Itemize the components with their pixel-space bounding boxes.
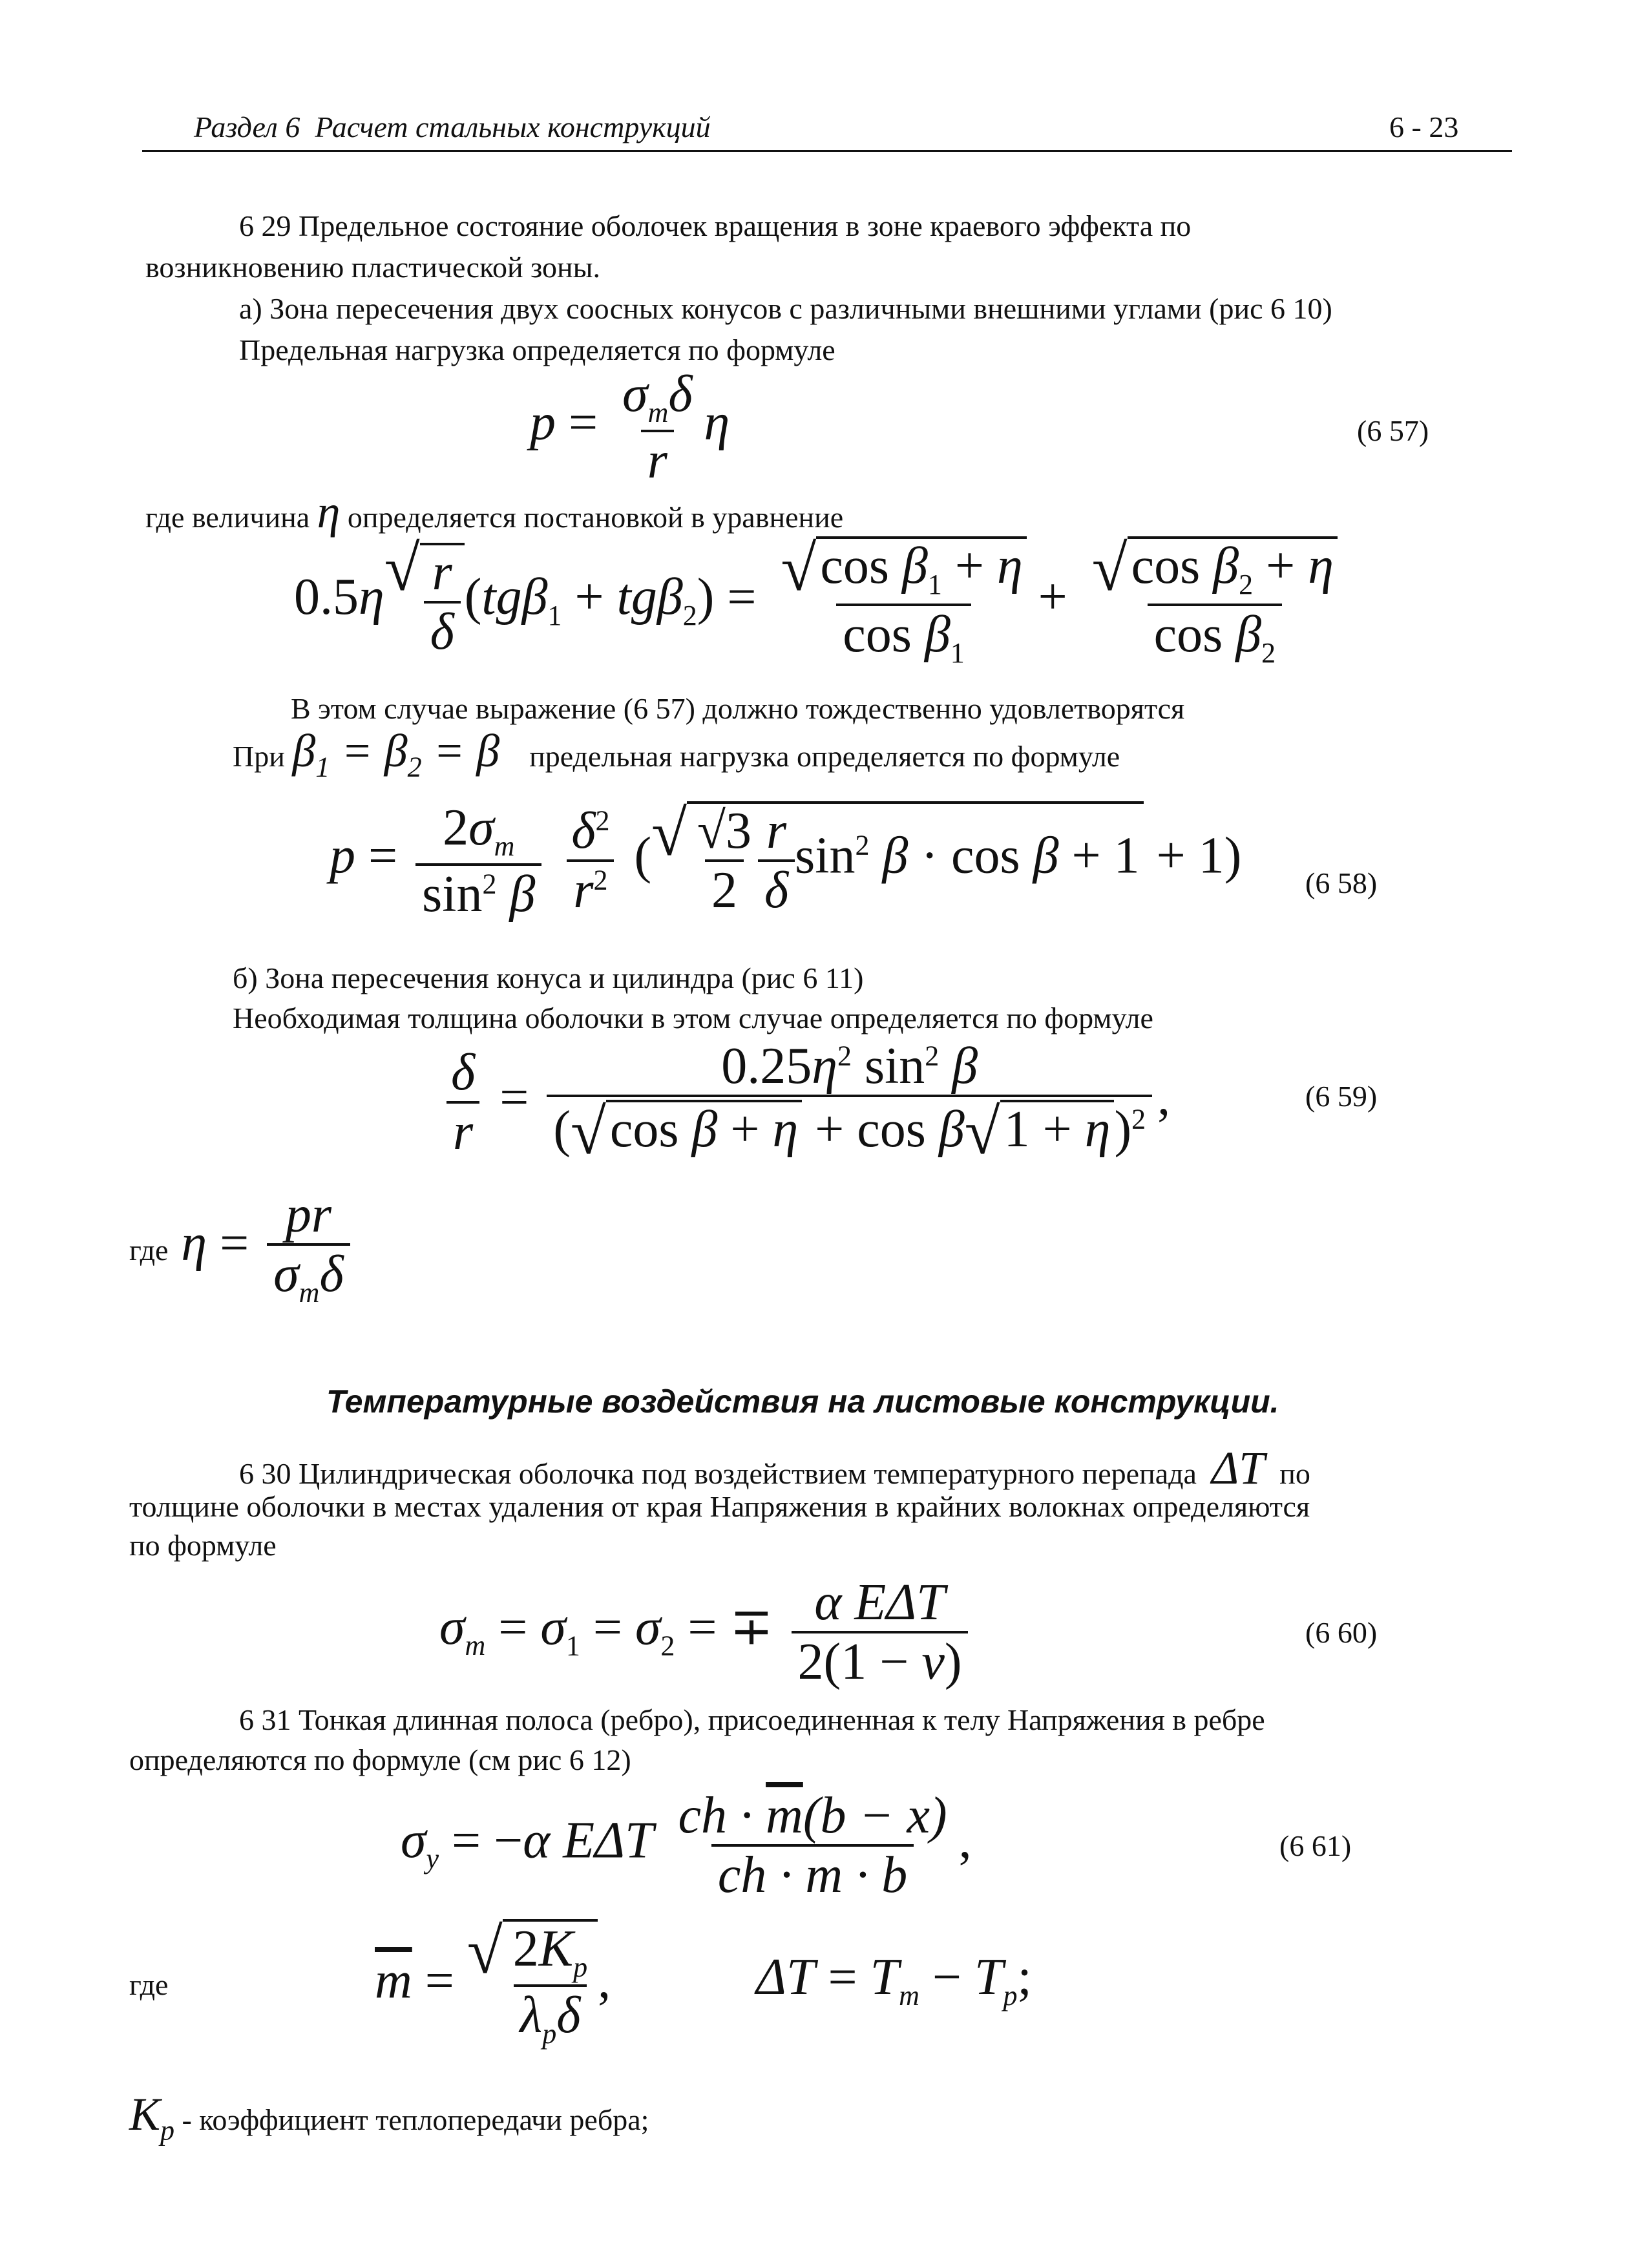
equation-m-bar: $\overline{m}$ = √ $\frac{2K_p}{\lambda_p\delta}$ , [375, 1915, 611, 2050]
when-line [233, 725, 1120, 788]
equation-number: (6 60) [1305, 1616, 1378, 1649]
para-631-line2: определяются по формуле (см рис 6 12) [129, 1743, 631, 1776]
para-630-line2: толщине оболочки в местах удаления от края Напряжения в крайних волокнах определяются [129, 1490, 1310, 1523]
equation-delta-t: $\Delta T = T_т - T_p$; [756, 1949, 1032, 2011]
when-pre: При [233, 740, 285, 773]
formula-intro: Предельная нагрузка определяется по формуле [239, 333, 835, 366]
equation-number: (6 61) [1279, 1829, 1352, 1862]
thickness-intro: Необходимая толщина оболочки в этом случае определяется по формуле [233, 1002, 1153, 1034]
equation-6-57: p = $\frac{\sigma_т\delta}{r}$ η [530, 366, 730, 489]
para-630-tail: по [1279, 1457, 1310, 1490]
section-heading: Температурные воздействия на листовые конструкции. [326, 1383, 1279, 1420]
delta-t-symbol: ΔT [1211, 1442, 1265, 1494]
equation-number: (6 57) [1357, 414, 1429, 447]
section-title: Расчет стальных конструкций [315, 110, 711, 143]
eta-symbol: η [317, 486, 341, 538]
equation-6-59: $\frac{\delta}{r}$ = $\frac{0.25\eta^2 \sin^2 \beta}{(√\cos \beta + \eta + \cos \beta√1 + \eta)^2}$ , [439, 1040, 1170, 1164]
para-629-line2: возникновению пластической зоны. [145, 251, 601, 284]
header-rule [142, 150, 1512, 152]
equation-eta: 0.5η√ $\frac{r}{\delta}$ (tgβ$_1$ + tgβ$_2$) = $\frac{√\cos \beta_1 + \eta}{\cos \beta_1}$ + $\frac{√\cos \beta_2 + \eta}{\cos \beta_2}$ [294, 536, 1349, 667]
where-eta-line [145, 486, 844, 538]
equation-number: (6 59) [1305, 1080, 1378, 1113]
equation-6-58: p = $\frac{2\sigma_т}{\sin^2 \beta}$ $\frac{\delta^2}{r^2}$ (√ $\frac{√3}{2}$ $\frac{r}{\delta}$ $\sin^2 \beta \cdot \cos \beta + 1 + 1$) [330, 797, 1242, 923]
para-629-line1: 6 29 Предельное состояние оболочек вращения в зоне краевого эффекта по [239, 209, 1192, 242]
beta-condition: $\beta_1 = \beta_2 = \beta$ [292, 725, 500, 783]
para-631-line1: 6 31 Тонкая длинная полоса (ребро), присоединенная к телу Напряжения в ребре [239, 1703, 1265, 1736]
para-630-line3: по формуле [129, 1529, 277, 1562]
where-eta-post: определяется постановкой в уравнение [347, 501, 844, 534]
identity-note: В этом случае выражение (6 57) должно тождественно удовлетворятся [291, 692, 1185, 725]
equation-6-60: $\sigma_т = \sigma_1 = \sigma_2$ = ∓ $\frac{\text{α EΔT}}{2(1 - \nu)}$ [439, 1577, 973, 1688]
item-a: а) Зона пересечения двух соосных конусов с различными внешними углами (рис 6 10) [239, 292, 1332, 325]
kp-definition: - коэффициент теплопередачи ребра; [182, 2103, 649, 2136]
equation-6-61: $\sigma_y = -\alpha$ EΔT $\frac{ch \cdot \overline{m}(b - x)}{ch \cdot m \cdot b}$ , [401, 1787, 972, 1904]
when-post: предельная нагрузка определяется по формуле [529, 740, 1120, 773]
kp-symbol: $K_p$ [129, 2088, 175, 2147]
equation-number: (6 58) [1305, 866, 1378, 899]
item-b: б) Зона пересечения конуса и цилиндра (рис 6 11) [233, 961, 864, 994]
where-label: где [129, 1233, 169, 1266]
section-label: Раздел 6 [194, 110, 300, 143]
where-eta-pre: где величина [145, 501, 310, 534]
para-630-text: 6 30 Цилиндрическая оболочка под воздействием температурного перепада [239, 1457, 1197, 1490]
header-section [194, 110, 711, 144]
kp-definition-line [129, 2088, 649, 2151]
page-number: 6 - 23 [1389, 110, 1459, 143]
where-label-631: где [129, 1968, 169, 2001]
where-eta-def: где η = $\frac{pr}{\sigma_т\delta}$ [129, 1189, 355, 1307]
